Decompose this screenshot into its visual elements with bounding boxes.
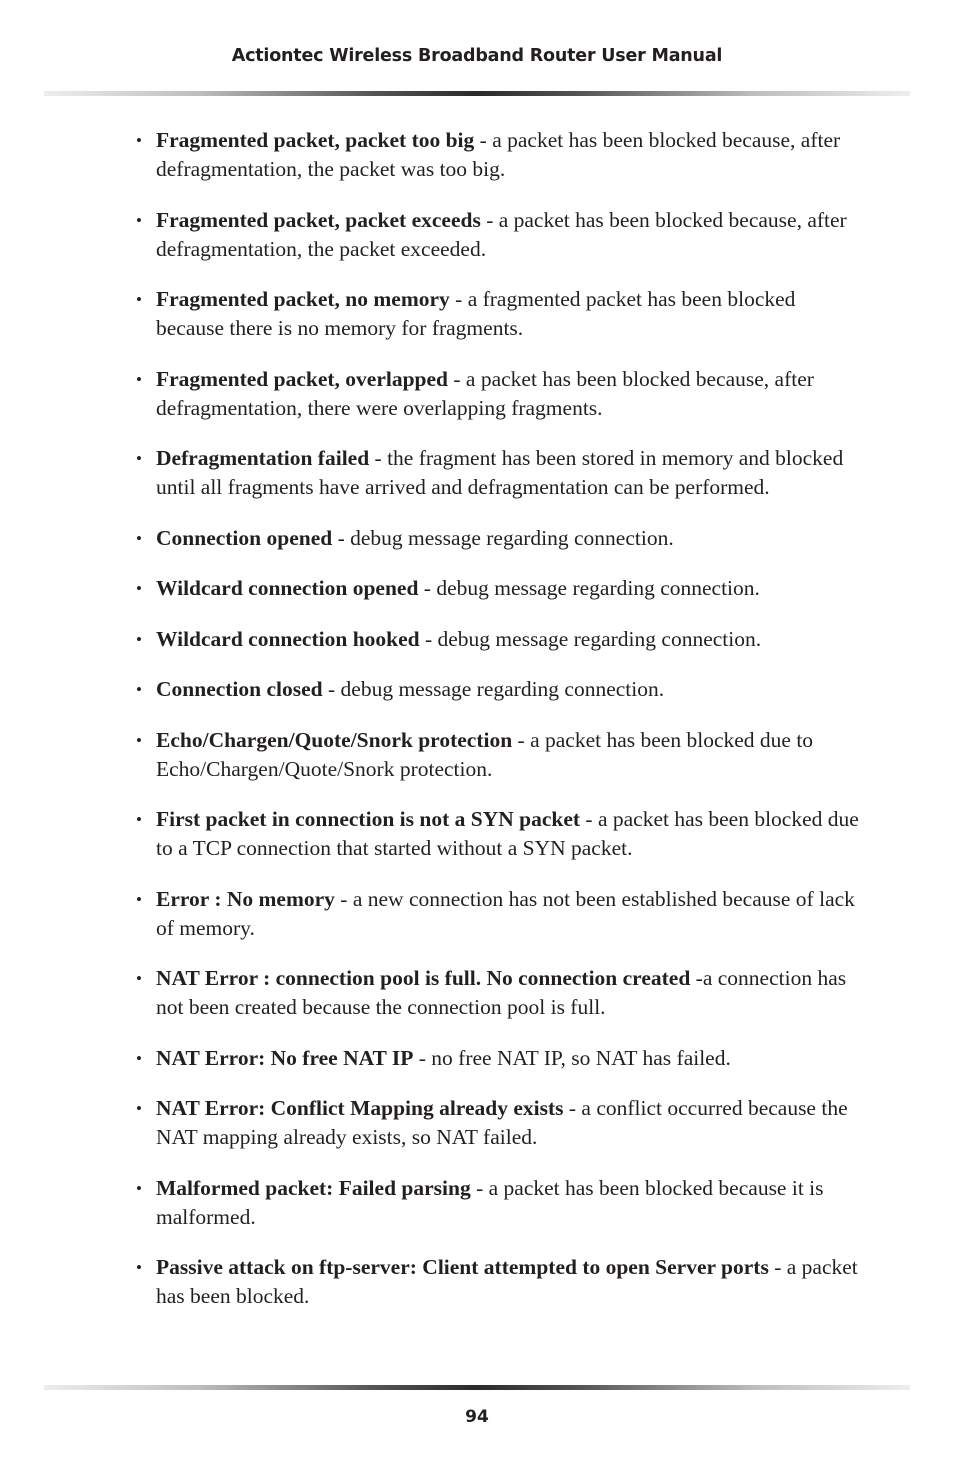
list-item-description: - a packet has been blocked because, after defragmentation, there were overlapping fragments.	[156, 366, 814, 420]
bullet-icon: •	[136, 680, 142, 699]
list-item	[136, 365, 866, 423]
bullet-icon: •	[136, 1048, 142, 1068]
list-item-term: First packet in connection is not a SYN packet	[156, 807, 581, 831]
list-item-description: - a packet has been blocked because, after defragmentation, the packet was too big.	[156, 128, 841, 181]
list-item-description: - debug message regarding connection.	[322, 677, 665, 701]
list-item	[136, 444, 866, 502]
list-item	[136, 1253, 866, 1311]
list-item-term: Fragmented packet, packet too big	[156, 128, 475, 152]
list-item	[136, 574, 866, 603]
list-item	[136, 885, 866, 943]
log-message-list	[136, 126, 866, 1333]
bullet-icon: •	[136, 1258, 142, 1277]
list-item-description: - a packet has been blocked due to Echo/Chargen/Quote/Snork protection.	[156, 727, 814, 781]
bullet-icon: •	[136, 810, 142, 829]
list-item-description: - a fragmented packet has been blocked because there is no memory for fragments.	[156, 287, 796, 340]
list-item-description: - a packet has been blocked because, after defragmentation, the packet exceeded.	[156, 207, 847, 261]
list-item	[136, 625, 866, 654]
bullet-icon: •	[136, 449, 142, 468]
list-item	[136, 726, 866, 784]
list-item-description: - a new connection has not been established because of lack of memory.	[156, 886, 855, 940]
bullet-icon: •	[136, 1099, 142, 1118]
list-item-term: Malformed packet: Failed parsing	[156, 1175, 471, 1200]
list-item	[136, 1094, 866, 1152]
list-item	[136, 524, 866, 553]
list-item-term: Wildcard connection opened	[156, 576, 419, 600]
list-item-term: Fragmented packet, no memory	[156, 287, 450, 311]
page-number: 94	[465, 1407, 489, 1427]
bullet-icon: •	[136, 131, 142, 150]
bullet-icon: •	[136, 1178, 142, 1198]
header-rule	[44, 91, 910, 96]
bullet-icon: •	[136, 579, 142, 598]
list-item-description: - debug message regarding connection.	[332, 525, 674, 550]
list-item-description: - a packet has been blocked due to a TCP connection that started without a SYN packet.	[156, 807, 859, 860]
list-item	[136, 285, 866, 343]
list-item-term: Fragmented packet, packet exceeds	[156, 207, 481, 232]
list-item-term: Fragmented packet, overlapped	[156, 366, 449, 391]
list-item	[136, 1174, 866, 1232]
list-item-description: - a packet has been blocked because it is malformed.	[156, 1175, 824, 1229]
bullet-icon: •	[136, 889, 142, 909]
bullet-icon: •	[136, 528, 142, 548]
list-item-term: NAT Error: No free NAT IP	[156, 1045, 414, 1070]
list-item-description: - no free NAT IP, so NAT has failed.	[413, 1045, 731, 1070]
list-item-term: NAT Error : connection pool is full. No connection created	[156, 966, 691, 990]
list-item-term: Connection closed	[156, 677, 323, 701]
list-item-term: Error : No memory	[156, 886, 335, 911]
list-item-term: Echo/Chargen/Quote/Snork protection	[156, 727, 513, 752]
list-item-term: Passive attack on ftp-server: Client attempted to open Server ports	[156, 1255, 769, 1279]
bullet-icon: •	[136, 369, 142, 389]
list-item	[136, 964, 866, 1022]
list-item-term: Wildcard connection hooked	[156, 626, 420, 651]
list-item-description: - a conflict occurred because the NAT mapping already exists, so NAT failed.	[156, 1096, 848, 1149]
list-item	[136, 126, 866, 184]
list-item	[136, 206, 866, 264]
list-item	[136, 675, 866, 704]
list-item-term: NAT Error: Conflict Mapping already exists	[156, 1096, 564, 1120]
page-header-title: Actiontec Wireless Broadband Router User Manual	[231, 46, 723, 66]
bullet-icon: •	[136, 629, 142, 649]
bullet-icon: •	[136, 730, 142, 750]
bullet-icon: •	[136, 969, 142, 988]
list-item-term: Connection opened	[156, 525, 333, 550]
bullet-icon: •	[136, 210, 142, 230]
list-item-term: Defragmentation failed	[156, 446, 370, 470]
list-item-description: - the fragment has been stored in memory and blocked until all fragments have arrived and defragmentation can be performed.	[156, 446, 844, 499]
list-item	[136, 805, 866, 863]
footer-rule	[44, 1385, 910, 1390]
list-item-description: - a packet has been blocked.	[156, 1255, 858, 1308]
list-item-description: - debug message regarding connection.	[418, 576, 760, 600]
bullet-icon: •	[136, 290, 142, 309]
list-item-description: -a connection has not been created because the connection pool is full.	[156, 966, 847, 1019]
list-item-description: - debug message regarding connection.	[419, 626, 762, 651]
list-item	[136, 1044, 866, 1073]
